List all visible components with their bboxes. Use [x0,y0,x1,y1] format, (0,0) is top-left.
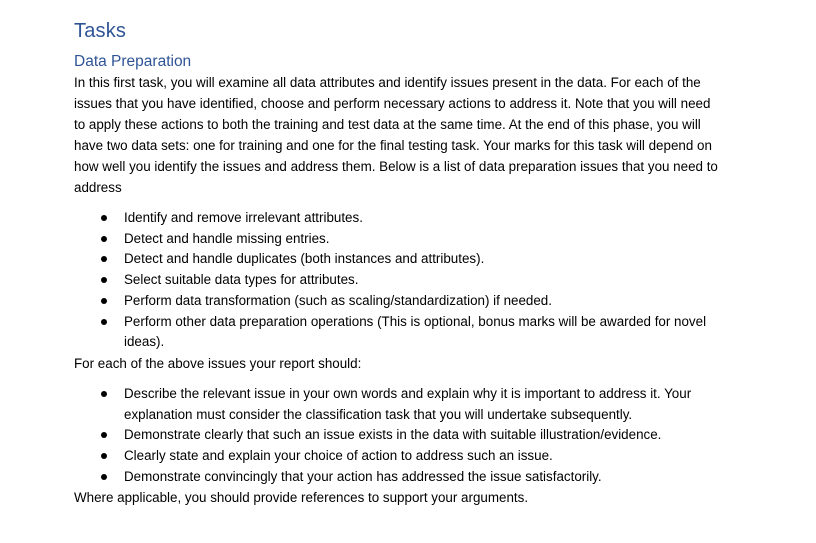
list-item [74,384,734,425]
list-item [74,208,734,229]
list-item [74,446,734,467]
bullet-icon [101,319,107,325]
list-item-text: Demonstrate clearly that such an issue exists in the data with suitable illustration/evidence. [124,427,662,443]
bullet-icon [101,391,107,397]
list-item-text: Clearly state and explain your choice of action to address such an issue. [124,448,553,464]
bullet-icon [101,453,107,459]
list-item-text: Perform data transformation (such as scaling/standardization) if needed. [124,292,552,308]
document-page [74,18,804,508]
list-item [74,425,734,446]
bullet-icon [101,298,107,304]
bullet-icon [101,277,107,283]
list-item [74,291,734,312]
bullet-icon [101,256,107,262]
list-item-text: Detect and handle duplicates (both instances and attributes). [124,251,485,267]
list-item-text: Perform other data preparation operations (This is optional, bonus marks will be awarded for novel ideas). [124,313,707,350]
heading-data-preparation: Data Preparation [74,53,192,70]
bullet-icon [101,432,107,438]
report-intro: For each of the above issues your report should: [74,355,362,371]
list-item-text: Detect and handle missing entries. [124,230,330,246]
list-item [74,249,734,270]
closing-paragraph: Where applicable, you should provide references to support your arguments. [74,490,529,506]
intro-paragraph: In this first task, you will examine all data attributes and identify issues present in the data. For each of the issues that you have identified, choose and perform necessary actions to address it. Note that you will need to apply these actions to both the training and test data at the same time. At the end of this phase, you will have two data sets: one for training and one for the final testing task. Your marks for this task will depend on how well you identify the issues and address them. Below is a list of data preparation issues that you need to address [74,75,718,195]
list-item [74,467,734,488]
list-item [74,312,734,353]
list-item-text: Describe the relevant issue in your own words and explain why it is important to address it. Your explanation must consider the classification task that you will undertake subsequently. [124,385,692,422]
bullet-icon [101,215,107,221]
heading-tasks: Tasks [74,20,127,42]
list-item [74,270,734,291]
list-item-text: Identify and remove irrelevant attributes. [124,210,363,225]
bullet-icon [101,236,107,242]
issues-list [74,208,804,353]
list-item-text: Demonstrate convincingly that your action has addressed the issue satisfactorily. [124,468,602,484]
report-requirements-list [74,384,804,488]
list-item [74,229,734,250]
bullet-icon [101,474,107,480]
list-item-text: Select suitable data types for attributes. [124,272,359,288]
